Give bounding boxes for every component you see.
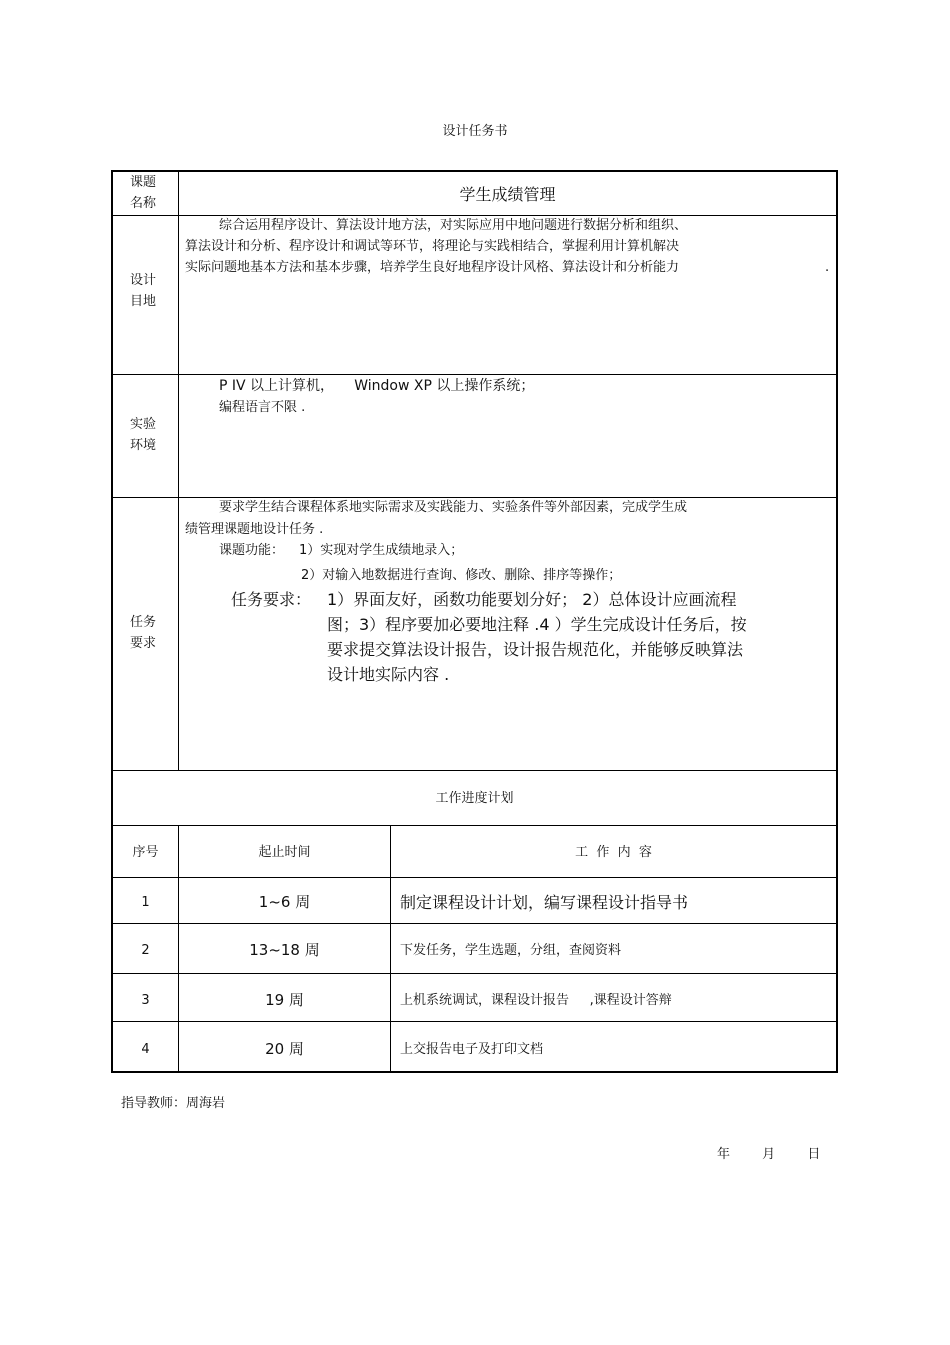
tasks-line: 设计地实际内容 .	[327, 665, 450, 684]
date-line	[717, 1144, 820, 1165]
table-row-time: 19 周	[265, 991, 304, 1009]
purpose-line: 算法设计和分析、程序设计和调试等环节，将理论与实践相结合，掌握利用计算机解决	[185, 239, 680, 254]
table-row-content: 上交报告电子及打印文档	[400, 1042, 544, 1057]
row-divider	[113, 973, 836, 974]
instructor-signature: 指导教师：周海岩	[121, 1096, 226, 1111]
table-row-content: 制定课程设计计划，编写课程设计指导书	[400, 893, 689, 912]
purpose-line: 实际问题地基本方法和基本步骤，培养学生良好地程序设计风格、算法设计和分析能力	[185, 260, 680, 275]
column-divider	[178, 172, 179, 770]
functions-label: 课题功能：	[219, 543, 285, 558]
schedule-heading: 工作进度计划	[435, 791, 514, 806]
purpose-text	[185, 215, 830, 278]
date-month: 月	[762, 1147, 776, 1162]
table-row-time: 20 周	[265, 1040, 304, 1058]
row-divider	[113, 825, 836, 826]
function-item: 2）对输入地数据进行查询、修改、删除、排序等操作；	[301, 568, 622, 583]
environment-label: 实验 环境	[129, 417, 156, 453]
column-header-time: 起止时间	[258, 845, 311, 860]
environment-line: P IV 以上计算机， Window XP 以上操作系统；	[219, 378, 535, 394]
row-divider	[113, 923, 836, 924]
row-divider	[113, 374, 836, 375]
environment-language: 编程语言不限 .	[219, 400, 306, 415]
function-item: 1）实现对学生成绩地录入；	[299, 543, 464, 558]
table-row-time: 1~6 周	[258, 893, 311, 911]
table-row-time: 13~18 周	[249, 941, 320, 959]
date-year: 年	[717, 1147, 731, 1162]
table-row-number: 2	[141, 943, 150, 958]
tasks-label: 任务要求：	[231, 590, 312, 609]
purpose-period: .	[825, 260, 830, 275]
tasks-line: 图；3）程序要加必要地注释 .4 ）学生完成设计任务后，按	[327, 615, 747, 634]
requirements-label: 任务 要求	[129, 615, 156, 651]
requirements-intro: 绩管理课题地设计任务 .	[185, 522, 324, 537]
purpose-line: 综合运用程序设计、算法设计地方法，对实际应用中地问题进行数据分析和组织、	[219, 218, 688, 233]
tasks-text	[327, 587, 747, 687]
table-row-content: 下发任务，学生选题，分组，查阅资料	[400, 943, 622, 958]
purpose-label: 设计 目地	[129, 273, 156, 309]
table-row-number: 3	[141, 993, 150, 1008]
column-header-content: 工 作 内 容	[575, 845, 652, 860]
date-day: 日	[807, 1147, 821, 1162]
column-header-number: 序号	[132, 845, 159, 860]
row-divider	[113, 877, 836, 878]
topic-label: 课题 名称	[129, 175, 156, 211]
document-title: 设计任务书	[442, 124, 508, 139]
table-row-number: 1	[141, 895, 150, 910]
table-row-content: 上机系统调试，课程设计报告 ,课程设计答辩	[400, 993, 672, 1008]
table-row-number: 4	[141, 1042, 150, 1057]
topic-value: 学生成绩管理	[459, 185, 556, 204]
row-divider	[113, 770, 836, 771]
row-divider	[113, 1021, 836, 1022]
requirements-intro: 要求学生结合课程体系地实际需求及实践能力、实验条件等外部因素，完成学生成	[219, 500, 688, 515]
task-table	[111, 170, 838, 1073]
tasks-line: 要求提交算法设计报告，设计报告规范化，并能够反映算法	[327, 640, 744, 659]
tasks-line: 1）界面友好，函数功能要划分好； 2）总体设计应画流程	[327, 590, 737, 609]
